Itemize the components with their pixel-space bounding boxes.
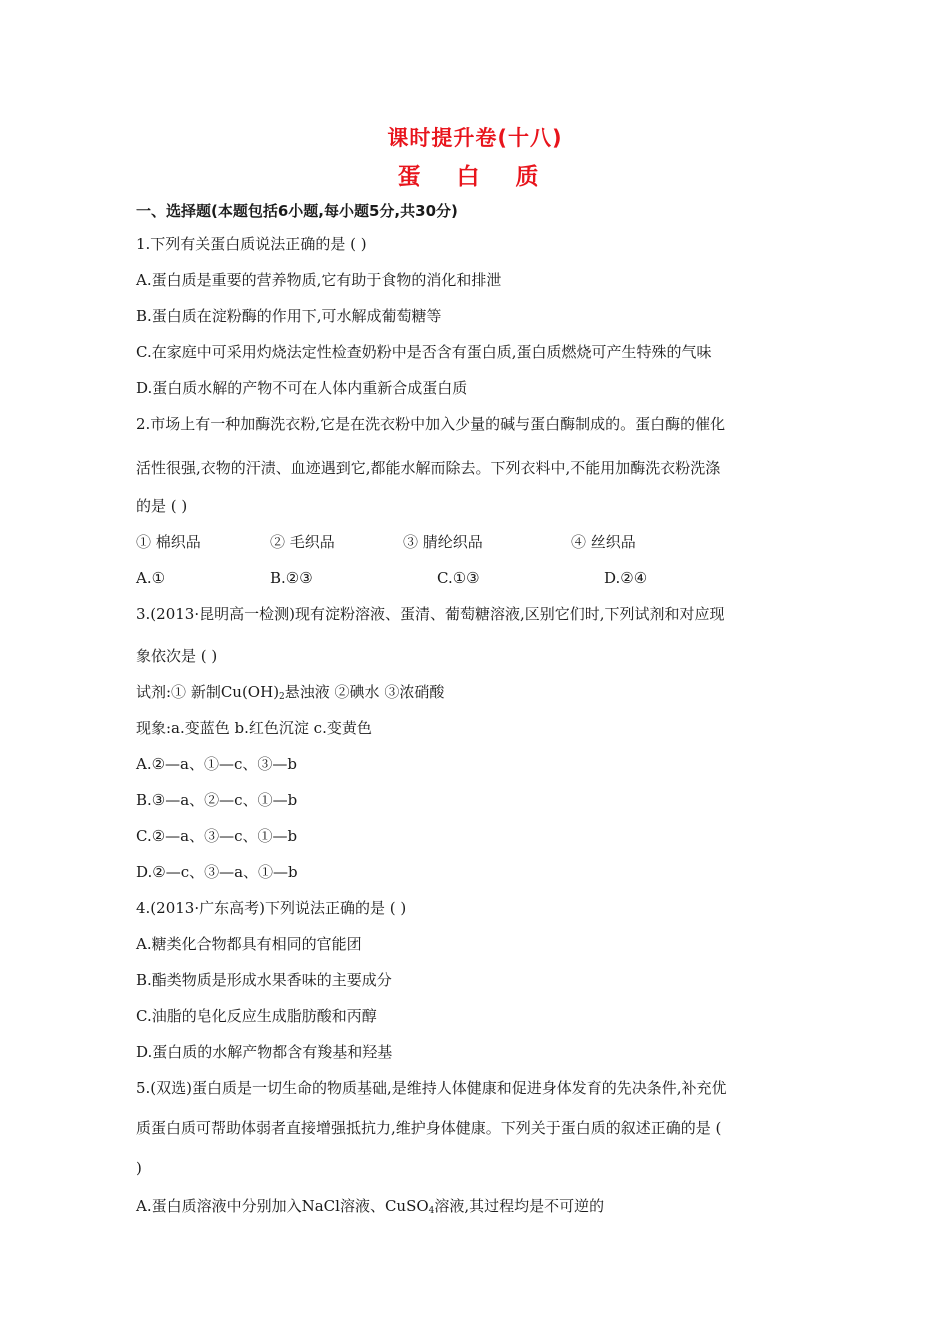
q3-reagents xyxy=(136,682,444,707)
q3-stem-line2: 象依次是 ( ) xyxy=(136,647,218,665)
q4-stem: 4.(2013·广东高考)下列说法正确的是 ( ) xyxy=(136,899,407,917)
q2-option-d: D.②④ xyxy=(604,569,648,587)
q2-stem-line2: 活性很强,衣物的汗渍、血迹遇到它,都能水解而除去。下列衣料中,不能用加酶洗衣粉洗涤 xyxy=(136,459,721,477)
q3-option-d: D.②—c、③—a、①—b xyxy=(136,863,298,881)
q1-option-c: C.在家庭中可采用灼烧法定性检查奶粉中是否含有蛋白质,蛋白质燃烧可产生特殊的气味 xyxy=(136,343,712,361)
q2-item-4: ④ 丝织品 xyxy=(571,533,636,551)
q5-stem-line2: 质蛋白质可帮助体弱者直接增强抵抗力,维护身体健康。下列关于蛋白质的叙述正确的是 ( xyxy=(136,1119,722,1137)
q2-stem-line3: 的是 ( ) xyxy=(136,497,188,515)
q1-stem: 1.下列有关蛋白质说法正确的是 ( ) xyxy=(136,235,367,253)
q4-option-b: B.酯类物质是形成水果香味的主要成分 xyxy=(136,971,392,989)
q5-option-a-suffix: 溶液,其过程均是不可逆的 xyxy=(434,1197,605,1215)
q4-option-a: A.糖类化合物都具有相同的官能团 xyxy=(136,935,362,953)
q3-option-a: A.②—a、①—c、③—b xyxy=(136,755,297,773)
q5-stem-line1: 5.(双选)蛋白质是一切生命的物质基础,是维持人体健康和促进身体发育的先决条件,补充优 xyxy=(136,1079,727,1097)
q3-reagents-prefix: 试剂:① 新制Cu(OH) xyxy=(136,683,280,701)
q3-option-c: C.②—a、③—c、①—b xyxy=(136,827,298,845)
q2-item-3: ③ 腈纶织品 xyxy=(403,533,483,551)
q4-option-d: D.蛋白质的水解产物都含有羧基和羟基 xyxy=(136,1043,393,1061)
q2-item-1: ① 棉织品 xyxy=(136,533,201,551)
q4-option-c: C.油脂的皂化反应生成脂肪酸和丙醇 xyxy=(136,1007,377,1025)
q5-stem-line3: ) xyxy=(136,1159,142,1177)
q3-reagents-suffix: 悬浊液 ②碘水 ③浓硝酸 xyxy=(284,683,445,701)
q1-option-d: D.蛋白质水解的产物不可在人体内重新合成蛋白质 xyxy=(136,379,468,397)
q2-option-c: C.①③ xyxy=(437,569,480,587)
q1-option-a: A.蛋白质是重要的营养物质,它有助于食物的消化和排泄 xyxy=(136,271,502,289)
q2-option-a: A.① xyxy=(136,569,166,587)
q3-option-b: B.③—a、②—c、①—b xyxy=(136,791,298,809)
section-heading: 一、选择题(本题包括6小题,每小题5分,共30分) xyxy=(136,202,458,220)
q2-item-2: ② 毛织品 xyxy=(270,533,335,551)
q3-phenomena: 现象:a.变蓝色 b.红色沉淀 c.变黄色 xyxy=(136,719,372,737)
q3-reagents-subscript: 2 xyxy=(279,692,285,702)
q2-option-b: B.②③ xyxy=(270,569,313,587)
q5-option-a xyxy=(136,1196,604,1221)
document-title: 课时提升卷(十八) xyxy=(387,126,563,150)
q2-stem-line1: 2.市场上有一种加酶洗衣粉,它是在洗衣粉中加入少量的碱与蛋白酶制成的。蛋白酶的催化 xyxy=(136,415,726,433)
document-subtitle: 蛋 白 质 xyxy=(397,164,553,190)
q3-stem-line1: 3.(2013·昆明高一检测)现有淀粉溶液、蛋清、葡萄糖溶液,区别它们时,下列试剂和对应现 xyxy=(136,605,725,623)
q1-option-b: B.蛋白质在淀粉酶的作用下,可水解成葡萄糖等 xyxy=(136,307,442,325)
q5-option-a-subscript: 4 xyxy=(428,1206,435,1216)
q5-option-a-prefix: A.蛋白质溶液中分别加入NaCl溶液、CuSO xyxy=(136,1197,429,1215)
